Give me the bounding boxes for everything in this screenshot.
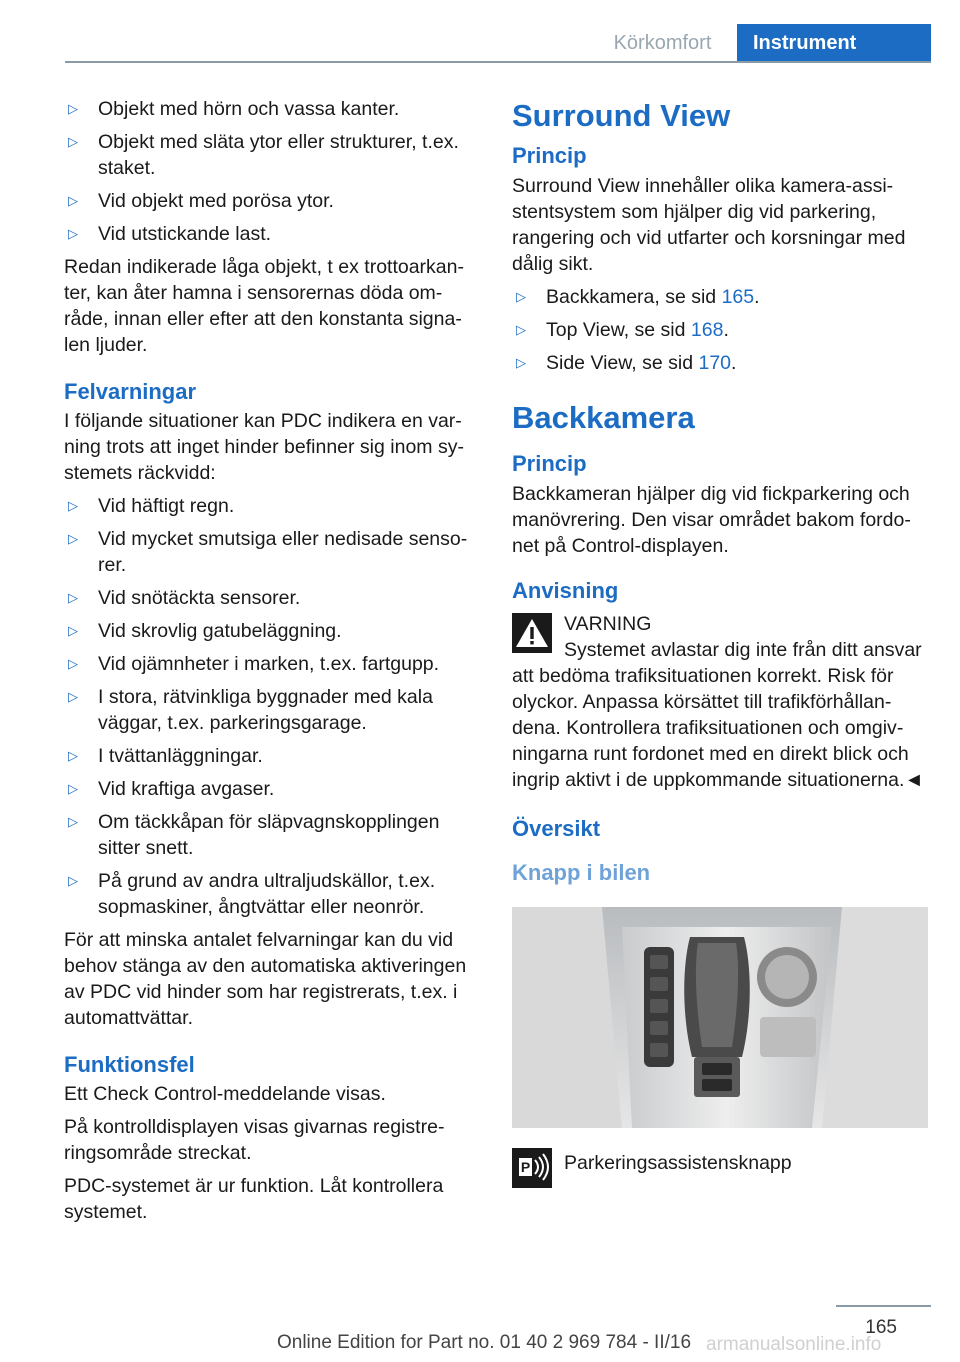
surround-princip-heading: Princip <box>512 143 587 168</box>
list-item: ▷ Vid ojämnheter i marken, t.ex. fartgupp. <box>68 653 440 675</box>
console-photo <box>512 907 928 1128</box>
list-item: ▷ Objekt med hörn och vassa kanter. <box>68 98 400 120</box>
surround-view-title: Surround View <box>512 98 731 133</box>
list-item: ▷ Backkamera, se sid 165. <box>516 286 760 308</box>
header-rule <box>65 61 931 63</box>
page-link[interactable]: 168 <box>690 319 724 341</box>
warning-label: VARNING <box>564 613 652 635</box>
funktionsfel-heading: Funktionsfel <box>64 1052 195 1077</box>
triangle-right-icon: ▷ <box>516 289 526 304</box>
warning-text: Systemet avlastar dig inte från ditt ansvar att bedöma trafiksituationen korrekt. Risk för olyckor. Anpassa körsättet till trafikförhållandena. Kontrollera trafiksituationen och omgivningarna runt fordonet med en direkt blick och ingrip aktivt i de uppkommande situationerna.◄ <box>512 639 924 791</box>
page-link[interactable]: 165 <box>721 286 755 308</box>
backkamera-text: Backkameran hjälper dig vid fickparkering och manövrering. Den visar området bakom fordonet på Control-displayen. <box>512 483 911 557</box>
triangle-right-icon: ▷ <box>68 226 78 241</box>
funktionsfel-paragraph-2: På kontrolldisplayen visas givarnas registreringsområde streckat. <box>64 1116 445 1164</box>
page-number: 165 <box>865 1317 897 1338</box>
triangle-right-icon: ▷ <box>68 134 78 149</box>
list-item: ▷ På grund av andra ultraljudskällor, t.ex. sopmaskiner, ångtvättar eller neonrör. <box>68 870 436 918</box>
triangle-right-icon: ▷ <box>68 656 78 671</box>
felvarningar-outro: För att minska antalet felvarningar kan du vid behov stänga av den automatiska aktiveringen av PDC vid hinder som har registrerats, t.ex. i automattvättar. <box>64 929 467 1029</box>
backkamera-princip-heading: Princip <box>512 451 587 476</box>
anvisning-heading: Anvisning <box>512 578 619 603</box>
backkamera-title: Backkamera <box>512 400 695 435</box>
caption-text: Parkeringsassistensknapp <box>564 1152 792 1174</box>
edition-text: Online Edition for Part no. 01 40 2 969 784 - II/16 <box>276 1332 692 1353</box>
list-item: ▷ Vid skrovlig gatubeläggning. <box>68 620 342 642</box>
knapp-heading: Knapp i bilen <box>512 860 651 885</box>
section-tab[interactable]: Instrument <box>737 24 931 62</box>
list-item: ▷ Top View, se sid 168. <box>516 319 729 341</box>
list-item: ▷ Vid mycket smutsiga eller nedisade sensorer. <box>68 528 468 576</box>
triangle-right-icon: ▷ <box>68 748 78 763</box>
triangle-right-icon: ▷ <box>68 101 78 116</box>
felvarningar-intro: I följande situationer kan PDC indikera en varning trots att inget hinder befinner sig inom systemets räckvidd: <box>64 410 464 484</box>
felvarningar-heading: Felvarningar <box>64 379 197 404</box>
surround-view-text: Surround View innehåller olika kamera-assistentsystem som hjälper dig vid parkering, rangering och vid utfarter och korsningar med dålig sikt. <box>512 175 906 275</box>
objects-bullet-list <box>64 96 476 247</box>
triangle-right-icon: ▷ <box>516 322 526 337</box>
caption-row <box>512 1148 930 1188</box>
warning-block <box>512 611 930 637</box>
parking-assist-icon <box>512 1148 552 1188</box>
footer-rule <box>836 1305 931 1307</box>
watermark: armanualsonline.info <box>706 1334 882 1355</box>
chapter-tab[interactable]: Körkomfort <box>613 32 712 54</box>
right-column <box>512 96 930 1188</box>
list-item: ▷ Vid häftigt regn. <box>68 495 235 517</box>
triangle-right-icon: ▷ <box>68 623 78 638</box>
triangle-right-icon: ▷ <box>516 355 526 370</box>
list-item: ▷ Vid snötäckta sensorer. <box>68 587 301 609</box>
triangle-right-icon: ▷ <box>68 814 78 829</box>
funktionsfel-paragraph-3: PDC-systemet är ur funktion. Låt kontrollera systemet. <box>64 1175 444 1223</box>
triangle-right-icon: ▷ <box>68 531 78 546</box>
left-column <box>64 96 476 1232</box>
warning-triangle-icon <box>512 613 552 653</box>
list-item: ▷ I tvättanläggningar. <box>68 745 263 767</box>
triangle-right-icon: ▷ <box>68 590 78 605</box>
surround-links-list <box>512 284 930 376</box>
triangle-right-icon: ▷ <box>68 193 78 208</box>
triangle-right-icon: ▷ <box>68 498 78 513</box>
false-warnings-bullet-list <box>64 493 476 920</box>
list-item: ▷ Om täckkåpan för släpvagnskopplingen sitter snett. <box>68 811 440 859</box>
funktionsfel-paragraph-1: Ett Check Control-meddelande visas. <box>64 1083 386 1105</box>
svg-text:P: P <box>520 1159 531 1175</box>
triangle-right-icon: ▷ <box>68 873 78 888</box>
list-item: ▷ Objekt med släta ytor eller strukturer, t.ex. staket. <box>68 131 459 179</box>
list-item: ▷ I stora, rätvinkliga byggnader med kala väggar, t.ex. parkeringsgarage. <box>68 686 433 734</box>
list-item: ▷ Vid utstickande last. <box>68 223 272 245</box>
page-link[interactable]: 170 <box>698 352 732 374</box>
triangle-right-icon: ▷ <box>68 689 78 704</box>
list-item: ▷ Vid objekt med porösa ytor. <box>68 190 334 212</box>
triangle-right-icon: ▷ <box>68 781 78 796</box>
page-header <box>0 0 960 62</box>
low-objects-paragraph: Redan indikerade låga objekt, t ex trottoarkanter, kan åter hamna i sensorernas döda område, innan eller efter att den konstanta signalen ljuder. <box>64 256 464 356</box>
list-item: ▷ Vid kraftiga avgaser. <box>68 778 275 800</box>
oversikt-heading: Översikt <box>512 816 601 841</box>
list-item: ▷ Side View, se sid 170. <box>516 352 737 374</box>
